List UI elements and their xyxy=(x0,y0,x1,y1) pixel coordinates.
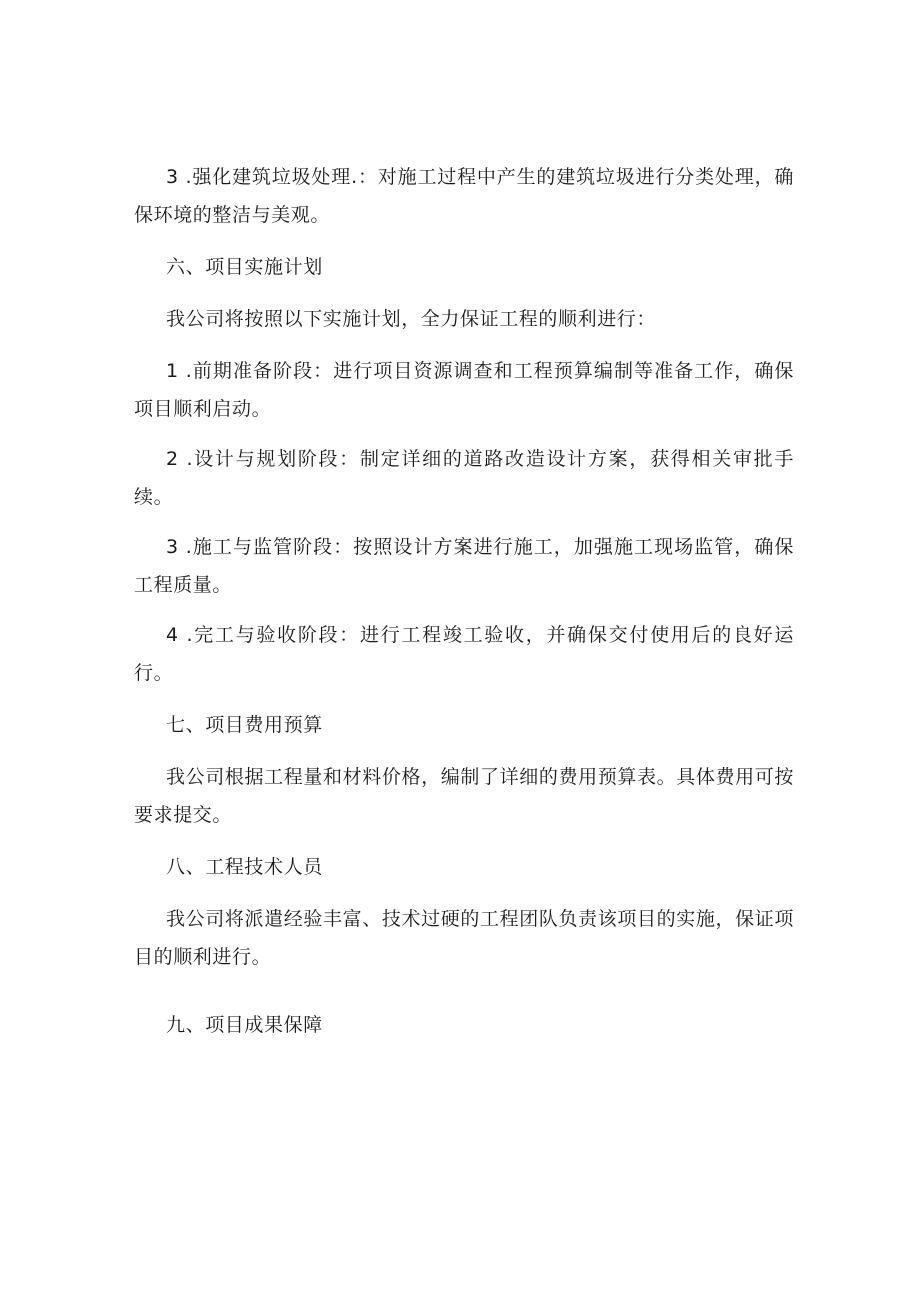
paragraph-plan-step-3: 3 .施工与监管阶段：按照设计方案进行施工，加强施工现场监管，确保工程质量。 xyxy=(134,536,794,596)
section-heading-implementation-plan: 六、项目实施计划 xyxy=(166,256,323,278)
section-heading-results-guarantee: 九、项目成果保障 xyxy=(166,1014,323,1036)
paragraph-waste-handling: 3 .强化建筑垃圾处理.：对施工过程中产生的建筑垃圾进行分类处理，确保环境的整洁与美观。 xyxy=(134,166,794,226)
paragraph-plan-intro: 我公司将按照以下实施计划，全力保证工程的顺利进行： xyxy=(166,308,657,330)
document-body xyxy=(134,158,794,1044)
section-heading-budget: 七、项目费用预算 xyxy=(166,714,323,736)
paragraph-plan-step-2: 2 .设计与规划阶段：制定详细的道路改造设计方案，获得相关审批手续。 xyxy=(134,448,794,508)
paragraph-budget: 我公司根据工程量和材料价格，编制了详细的费用预算表。具体费用可按要求提交。 xyxy=(134,766,794,826)
section-heading-technical-staff: 八、工程技术人员 xyxy=(166,856,323,878)
paragraph-technical-staff: 我公司将派遣经验丰富、技术过硬的工程团队负责该项目的实施，保证项目的顺利进行。 xyxy=(134,908,794,968)
paragraph-plan-step-4: 4 .完工与验收阶段：进行工程竣工验收，并确保交付使用后的良好运行。 xyxy=(134,624,794,684)
paragraph-plan-step-1: 1 .前期准备阶段：进行项目资源调查和工程预算编制等准备工作，确保项目顺利启动。 xyxy=(134,360,794,420)
